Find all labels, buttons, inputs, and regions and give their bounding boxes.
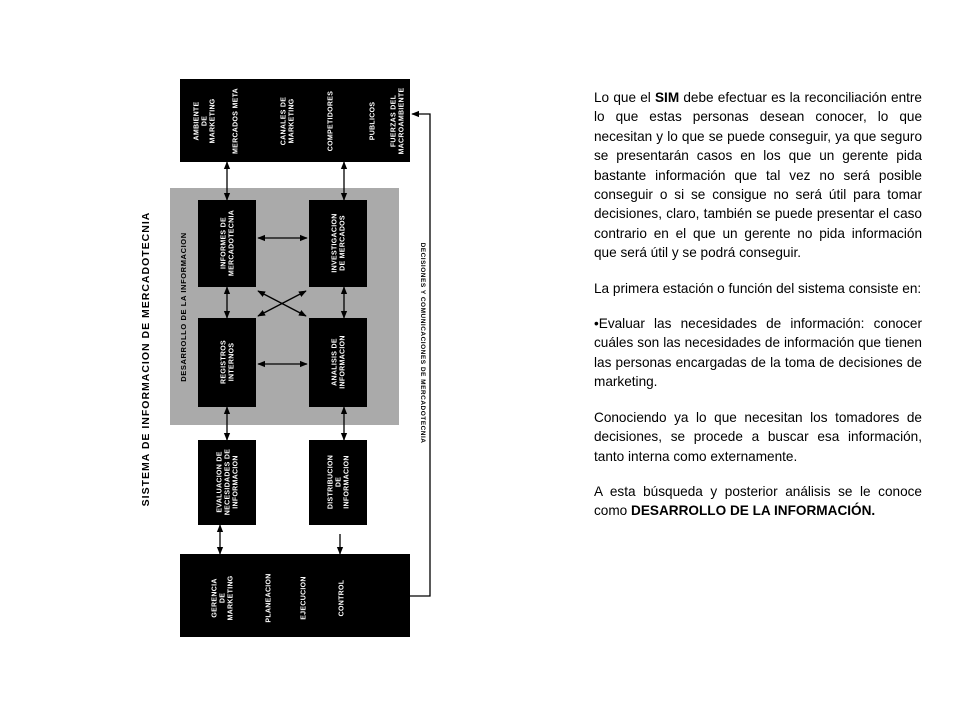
environment-item — [370, 102, 377, 141]
management-item — [301, 576, 308, 620]
environment-label-line: DE — [201, 115, 209, 127]
analisis-label-line: INFORMACION — [339, 335, 347, 389]
management-item-line: MARKETING — [227, 575, 235, 621]
text-panel — [594, 88, 922, 537]
environment-item-line: CANALES DE — [280, 96, 288, 146]
management-item — [266, 573, 273, 622]
investigacion-label — [332, 213, 347, 272]
paragraph-sim — [594, 88, 922, 263]
environment-item-line: MERCADOS META — [232, 88, 240, 154]
development-title: DESARROLLO DE LA INFORMACION — [179, 232, 188, 382]
feedback-label: DECISIONES Y COMUNICACIONES DE MERCADOTECNIA — [419, 242, 426, 444]
registros-label-line: REGISTROS — [220, 340, 228, 384]
analisis-label-line: ANALISIS DE — [331, 338, 339, 386]
distribucion-label-line: INFORMACION — [343, 455, 351, 509]
environment-item-line: COMPETIDORES — [327, 90, 335, 152]
management-item-line: DE — [219, 592, 227, 604]
paragraph-development-start: A esta búsqueda y posterior análisis se le conoce como — [594, 483, 922, 519]
management-item — [339, 579, 346, 616]
environment-label-line: MARKETING — [209, 98, 217, 144]
investigacion-label-line: DE MERCADOS — [339, 215, 347, 271]
distribucion-label-line: DE — [335, 476, 343, 488]
environment-item — [233, 88, 240, 154]
paragraph-development — [594, 482, 922, 521]
paragraph-first-station: La primera estación o función del sistema consiste en: — [594, 280, 922, 296]
analisis-label — [332, 335, 347, 388]
registros-label — [221, 340, 236, 384]
evaluacion-label-line: EVALUACION DE — [216, 451, 224, 513]
environment-item — [328, 91, 335, 151]
system-title: SISTEMA DE INFORMACION DE MERCADOTECNIA — [140, 211, 152, 507]
paragraph-knowing-needs: Conociendo ya lo que necesitan los tomadores de decisiones, se procede a buscar esa información, tanto interna como externamente. — [594, 409, 922, 464]
environment-item-line: FUERZAS DEL — [390, 94, 398, 148]
management-item-line: GERENCIA — [211, 578, 219, 618]
informes-label — [221, 210, 236, 276]
environment-item — [281, 97, 296, 146]
distribucion-label-line: DISTRIBUCION — [327, 454, 335, 510]
informes-label-line: INFORMES DE — [220, 217, 228, 269]
management-item-line: PLANEACION — [265, 573, 273, 623]
environment-label-line: AMBIENTE — [193, 101, 201, 141]
paragraph-sim-rest: debe efectuar es la reconciliación entre lo que estas personas desean conocer, lo que necesitan y lo que se puede conseguir, ya que seguro se presentarán casos en los que un gerente pida bastante información que tal vez no será posible conseguir o si se consigue no será útil para tomar decisiones, claro, también se puede presentar el caso contrario en el que un gerente no pida información que será útil y se podrá conseguir. — [594, 90, 922, 261]
sim-bold: SIM — [654, 90, 680, 105]
environment-item — [391, 88, 406, 155]
evaluacion-label-line: INFORMACION — [232, 455, 240, 509]
paragraph-evaluate-needs: •Evaluar las necesidades de información: conocer cuáles son las necesidades de información que tienen las personas encargadas de la toma de decisiones de marketing. — [594, 316, 922, 390]
evaluacion-label-line: NECESIDADES DE — [224, 448, 232, 516]
management-item-line: CONTROL — [338, 579, 346, 617]
development-bold: DESARROLLO DE LA INFORMACIÓN. — [631, 503, 876, 519]
informes-label-line: MERCADOTECNIA — [228, 209, 236, 277]
evaluacion-label — [217, 449, 240, 515]
management-item-line: EJECUCION — [300, 576, 308, 620]
environment-item-line: PUBLICOS — [369, 101, 377, 141]
environment-item-line: MACROAMBIENTE — [398, 87, 406, 155]
investigacion-label-line: INVESTIGACION — [331, 213, 339, 273]
environment-item-line: MARKETING — [288, 98, 296, 144]
registros-label-line: INTERNOS — [228, 342, 236, 382]
paragraph-sim-start: Lo que el — [594, 90, 655, 105]
